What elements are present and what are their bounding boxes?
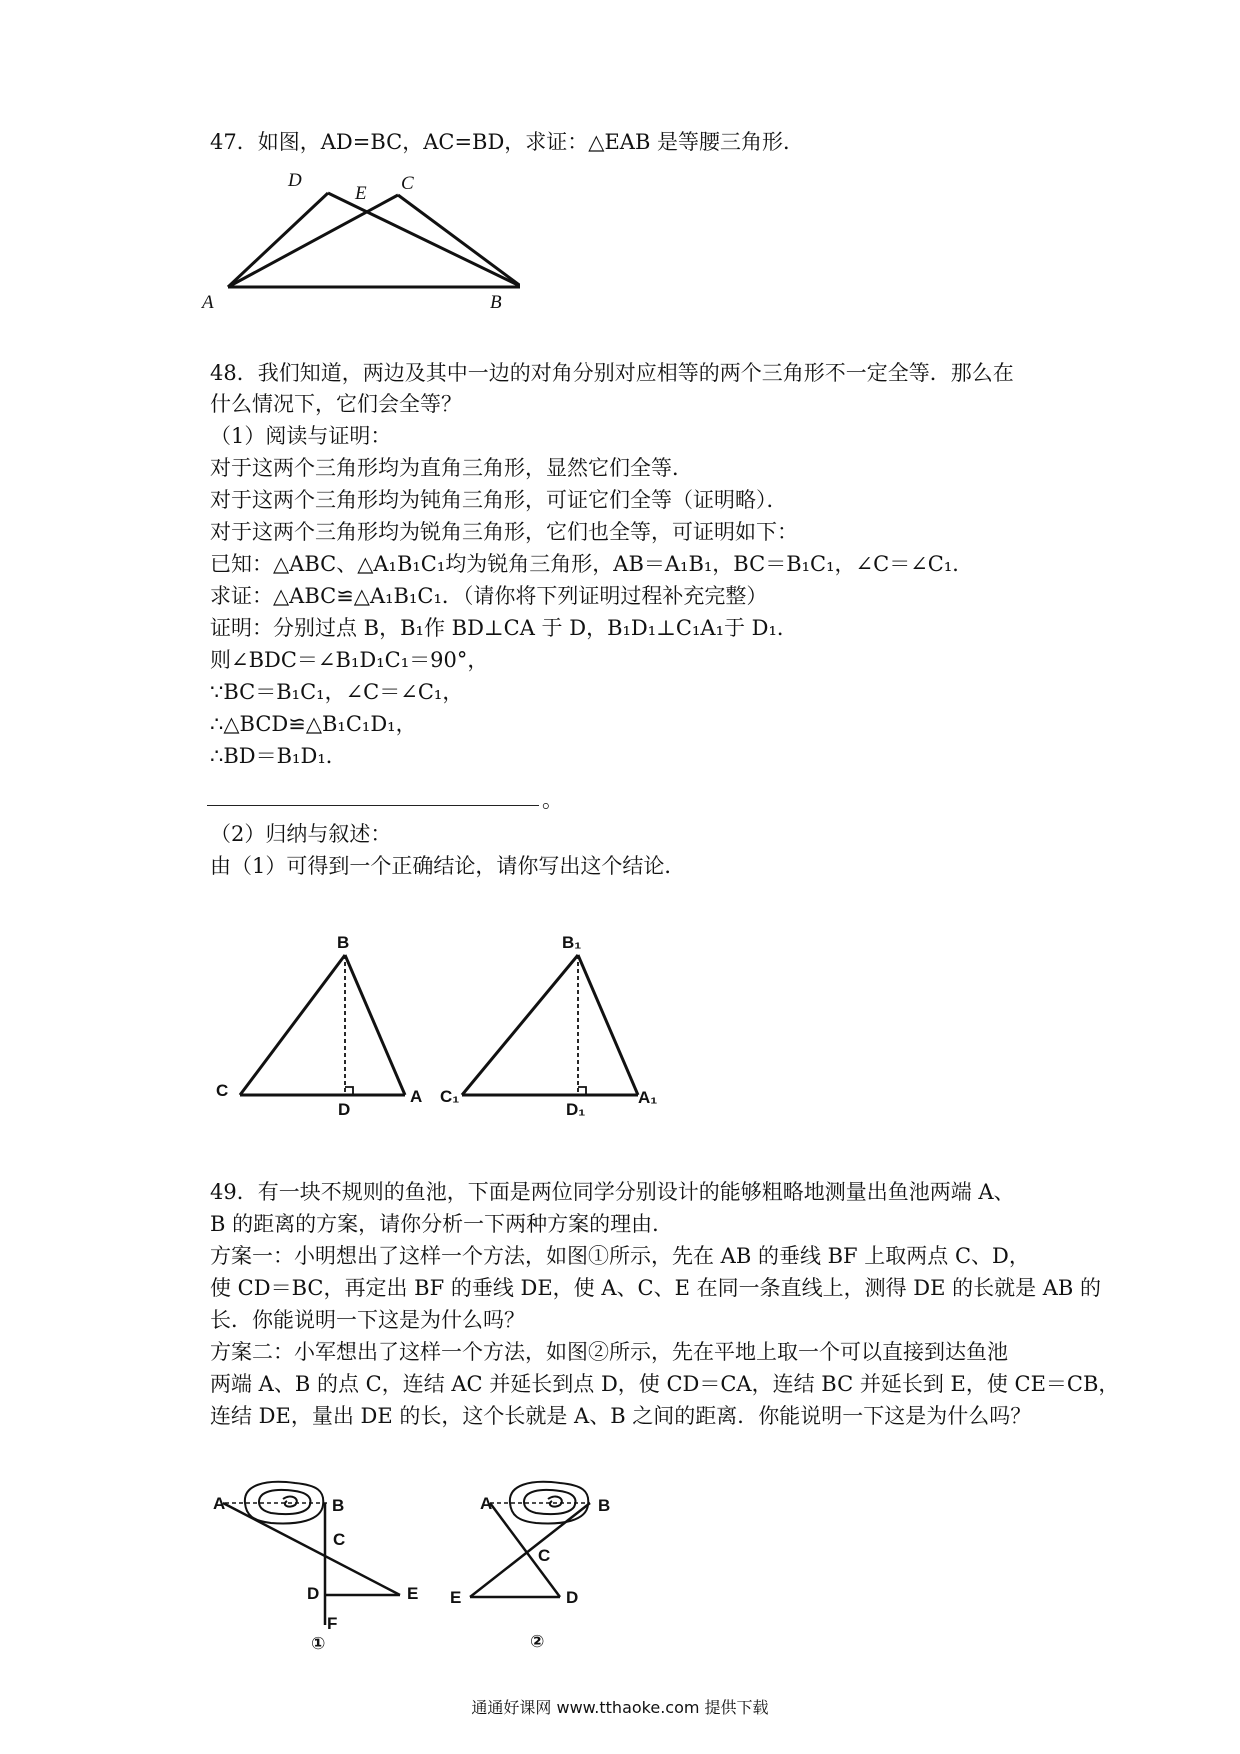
q48-label-D1: D₁ [566, 1100, 586, 1119]
q49-figure-2 [450, 1475, 650, 1655]
q49-line-6: 两端 A、B 的点 C，连结 AC 并延长到点 D，使 CD＝CA，连结 BC 并延长到 E，使 CE＝CB， [210, 1372, 1120, 1396]
q48-line-8: 证明：分别过点 B，B₁作 BD⊥CA 于 D，B₁D₁⊥C₁A₁于 D₁． [210, 616, 798, 640]
q48-line-7: 求证：△ABC≌△A₁B₁C₁．（请你将下列证明过程补充完整） [210, 584, 768, 608]
q49-f2-label-D: D [566, 1588, 579, 1607]
q49-f2-label-B: B [598, 1496, 611, 1515]
q49-f1-label-A: A [213, 1494, 226, 1513]
q49-line-5: 方案二：小军想出了这样一个方法，如图②所示，先在平地上取一个可以直接到达鱼池 [210, 1340, 1008, 1364]
q48-label-C1: C₁ [440, 1087, 460, 1106]
q47-label-B: B [490, 292, 502, 313]
q49-f1-label-D: D [307, 1584, 320, 1603]
q49-f1-label-E: E [407, 1584, 419, 1603]
q49-f2-label-A: A [480, 1494, 493, 1513]
q49-f2-label-E: E [450, 1588, 462, 1607]
q49-figure-1 [205, 1475, 445, 1655]
q48-label-A: A [410, 1087, 423, 1106]
blank-end-mark: 。 [542, 788, 563, 812]
q47-text: 47．如图，AD=BC，AC=BD，求证：△EAB 是等腰三角形． [210, 130, 805, 154]
q48-line-11: ∴△BCD≌△B₁C₁D₁， [210, 712, 417, 736]
q49-line-4: 长．你能说明一下这是为什么吗？ [210, 1308, 525, 1332]
answer-blank-line[interactable] [207, 805, 539, 806]
q48-line-10: ∵BC＝B₁C₁，∠C＝∠C₁， [210, 680, 464, 704]
q48-figure [210, 930, 670, 1120]
q49-f1-label-C: C [333, 1530, 346, 1549]
q49-line-3: 使 CD＝BC，再定出 BF 的垂线 DE，使 A、C、E 在同一条直线上，测得 DE 的长就是 AB 的 [210, 1276, 1102, 1300]
q49-f1-label-F: F [327, 1614, 338, 1633]
q48-part2-line-1: 由（1）可得到一个正确结论，请你写出这个结论． [210, 854, 686, 878]
q48-label-B: B [337, 933, 350, 952]
q49-line-7: 连结 DE，量出 DE 的长，这个长就是 A、B 之间的距离．你能说明一下这是为什么吗？ [210, 1404, 1032, 1428]
q49-line-1: B 的距离的方案，请你分析一下两种方案的理由． [210, 1212, 674, 1236]
q49-f2-number: ② [530, 1632, 545, 1651]
q48-line-5: 对于这两个三角形均为锐角三角形，它们也全等，可证明如下： [210, 520, 798, 544]
q47-label-C: C [401, 173, 414, 194]
q48-part2-line-0: （2）归纳与叙述： [210, 822, 392, 846]
q48-line-9: 则∠BDC＝∠B₁D₁C₁＝90°， [210, 648, 489, 672]
q48-line-1: 什么情况下，它们会全等？ [210, 392, 462, 416]
q48-line-4: 对于这两个三角形均为钝角三角形，可证它们全等（证明略）． [210, 488, 788, 512]
q48-line-3: 对于这两个三角形均为直角三角形，显然它们全等． [210, 456, 693, 480]
q47-label-D: D [288, 170, 302, 191]
q49-f2-label-C: C [538, 1546, 551, 1565]
q49-f1-number: ① [311, 1634, 326, 1653]
q48-label-B1: B₁ [562, 933, 582, 952]
q48-label-C: C [216, 1081, 229, 1100]
q47-label-A: A [202, 292, 214, 313]
q49-f1-label-B: B [332, 1496, 345, 1515]
q48-line-6: 已知：△ABC、△A₁B₁C₁均为锐角三角形，AB＝A₁B₁，BC＝B₁C₁，∠C＝∠C₁． [210, 552, 974, 576]
q48-line-12: ∴BD＝B₁D₁． [210, 744, 347, 768]
q48-label-D: D [338, 1100, 351, 1119]
q49-line-0: 49．有一块不规则的鱼池，下面是两位同学分别设计的能够粗略地测量出鱼池两端 A、 [210, 1180, 1015, 1204]
q47-figure [200, 165, 520, 315]
page-footer: 通通好课网 www.tthaoke.com 提供下载 [471, 1698, 769, 1717]
q49-line-2: 方案一：小明想出了这样一个方法，如图①所示，先在 AB 的垂线 BF 上取两点 C、D， [210, 1244, 1030, 1268]
q48-line-0: 48．我们知道，两边及其中一边的对角分别对应相等的两个三角形不一定全等．那么在 [210, 361, 1014, 385]
q48-label-A1: A₁ [638, 1088, 658, 1107]
q47-label-E: E [355, 183, 367, 204]
q48-line-2: （1）阅读与证明： [210, 424, 392, 448]
